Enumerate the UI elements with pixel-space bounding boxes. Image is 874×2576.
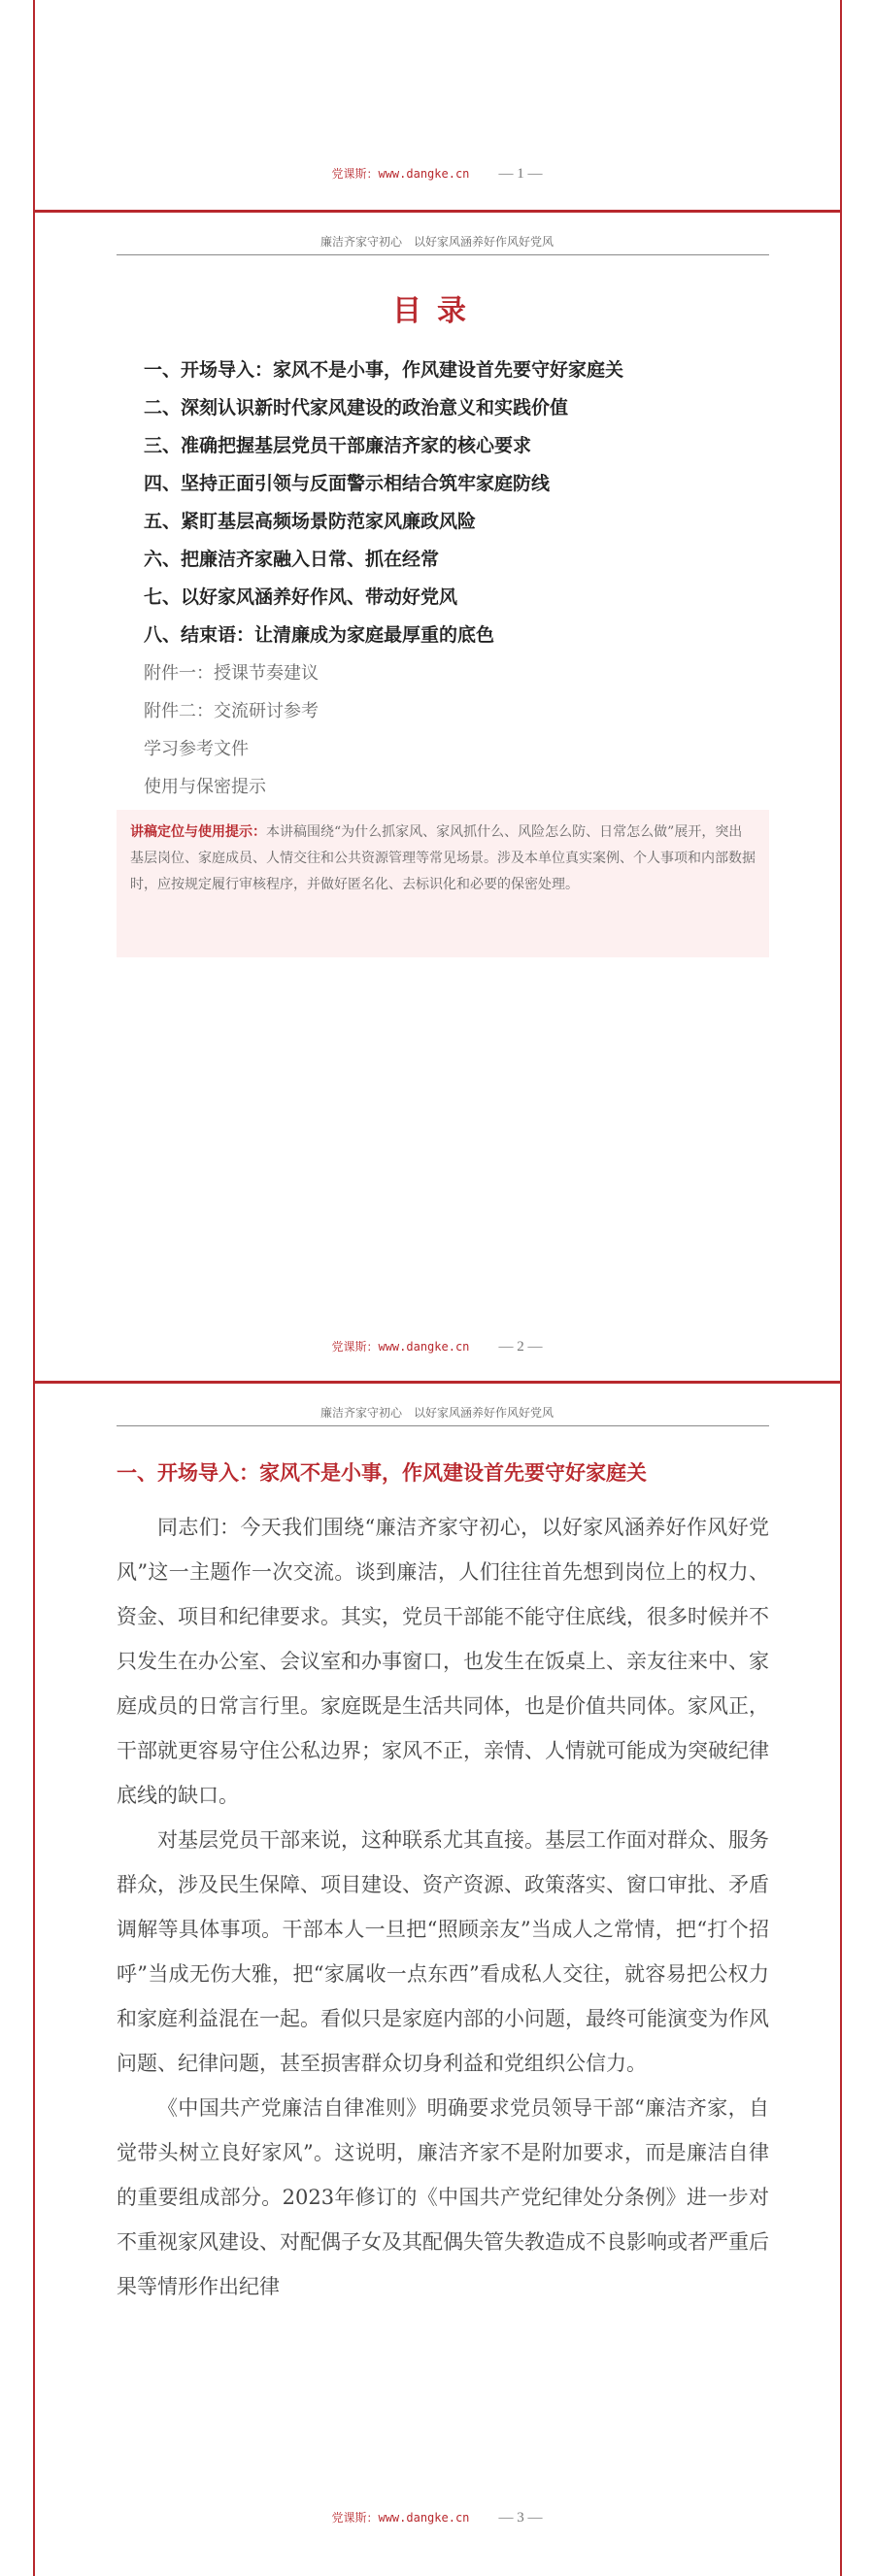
- running-head: 廉洁齐家守初心 以好家风涵养好作风好党风: [319, 235, 554, 249]
- body-paragraph: 对基层党员干部来说，这种联系尤其直接。基层工作面对群众、服务群众，涉及民生保障、项目建设、资产资源、政策落实、窗口审批、矛盾调解等具体事项。干部本人一旦把“照顾亲友”当成人之常情，把“打个招呼”当成无伤大雅，把“家属收一点东西”看成私人交往，就容易把公权力和家庭利益混在一起。看似只是家庭内部的小问题，最终可能演变为作风问题、纪律问题，甚至损害群众切身利益和党组织公信力。: [117, 1828, 769, 2075]
- usage-note-label: 讲稿定位与使用提示：: [130, 824, 266, 840]
- header-rule: [117, 254, 769, 255]
- site-link[interactable]: 党课斯：www.dangke.cn: [331, 167, 470, 181]
- table-of-contents: [144, 351, 765, 806]
- usage-note-text: 本讲稿围绕“为什么抓家风、家风抓什么、风险怎么防、日常怎么做”展开，突出基层岗位、家庭成员、人情交往和公共资源管理等常见场景。涉及本单位真实案例、个人事项和内部数据时，应按规定履行审核程序，并做好匿名化、去标识化和必要的保密处理。: [130, 824, 756, 892]
- toc-appendix-item[interactable]: 附件一：授课节奏建议: [144, 663, 319, 684]
- running-head: 廉洁齐家守初心 以好家风涵养好作风好党风: [319, 1406, 554, 1420]
- toc-item[interactable]: 六、把廉洁齐家融入日常、抓在经常: [144, 549, 440, 570]
- page-number: — 1 —: [498, 166, 543, 182]
- site-link[interactable]: 党课斯：www.dangke.cn: [331, 1340, 470, 1354]
- toc-item[interactable]: 八、结束语：让清廉成为家庭最厚重的底色: [144, 624, 495, 646]
- page-footer: [0, 165, 874, 183]
- page-number: — 2 —: [498, 1339, 543, 1355]
- toc-item[interactable]: 七、以好家风涵养好作风、带动好党风: [144, 586, 458, 608]
- body-paragraph: 同志们：今天我们围绕“廉洁齐家守初心，以好家风涵养好作风好党风”这一主题作一次交流。谈到廉洁，人们往往首先想到岗位上的权力、资金、项目和纪律要求。其实，党员干部能不能守住底线，很多时候并不只发生在办公室、会议室和办事窗口，也发生在饭桌上、亲友往来中、家庭成员的日常言行里。家庭既是生活共同体，也是价值共同体。家风正，干部就更容易守住公私边界；家风不正，亲情、人情就可能成为突破纪律底线的缺口。: [117, 1516, 769, 1807]
- site-link[interactable]: 党课斯：www.dangke.cn: [331, 2511, 470, 2525]
- toc-item[interactable]: 一、开场导入：家风不是小事，作风建设首先要守好家庭关: [144, 359, 624, 381]
- toc-item[interactable]: 二、深刻认识新时代家风建设的政治意义和实践价值: [144, 397, 569, 418]
- toc-appendix-item[interactable]: 学习参考文件: [144, 739, 249, 759]
- toc-appendix-item[interactable]: 使用与保密提示: [144, 777, 266, 797]
- toc-title: 目录: [392, 294, 482, 328]
- section-body: [117, 1505, 769, 2309]
- toc-item[interactable]: 三、准确把握基层党员干部廉洁齐家的核心要求: [144, 435, 532, 456]
- toc-appendix-item[interactable]: 附件二：交流研讨参考: [144, 701, 319, 721]
- page-footer: [0, 1338, 874, 1355]
- usage-note-box: [117, 810, 769, 957]
- section-title: 一、开场导入：家风不是小事，作风建设首先要守好家庭关: [117, 1461, 647, 1485]
- page-number: — 3 —: [498, 2510, 543, 2526]
- header-rule: [117, 1425, 769, 1426]
- toc-item[interactable]: 五、紧盯基层高频场景防范家风廉政风险: [144, 511, 477, 532]
- page-footer: [0, 2509, 874, 2526]
- toc-item[interactable]: 四、坚持正面引领与反面警示相结合筑牢家庭防线: [144, 473, 551, 494]
- body-paragraph: 《中国共产党廉洁自律准则》明确要求党员领导干部“廉洁齐家，自觉带头树立良好家风”。这说明，廉洁齐家不是附加要求，而是廉洁自律的重要组成部分。2023年修订的《中国共产党纪律处分条例》进一步对不重视家风建设、对配偶子女及其配偶失管失教造成不良影响或者严重后果等情形作出纪律: [117, 2096, 769, 2298]
